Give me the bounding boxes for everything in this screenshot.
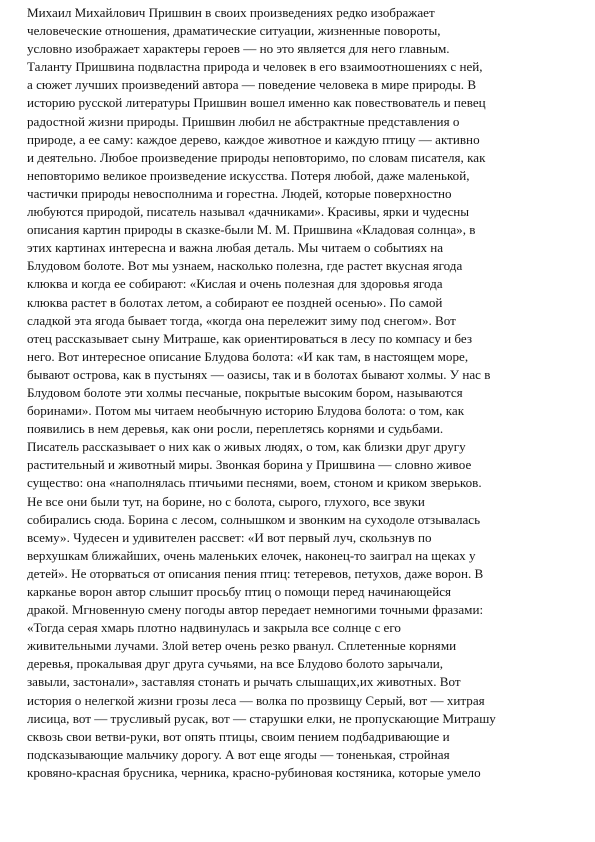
text-line: лисица, вот — трусливый русак, вот — старушки елки, не пропускающие Митрашу [27,710,496,726]
text-line: растительный и животный миры. Звонкая борина у Пришвина — словно живое [27,457,472,473]
text-line: деревья, прокалывая друг друга сучьями, на все Блудово болото зарычали, [27,656,444,672]
text-line: природе, а ее саму: каждое дерево, каждое животное и каждую птицу — активно [27,131,480,147]
text-line: историю русской литературы Пришвин вошел именно как повествователь и певец [27,95,486,111]
text-line: история о нелегкой жизни грозы леса — волка по прозвищу Серый, вот — хитрая [27,692,485,708]
text-line: неповторимо великое произведение искусства. Потеря любой, даже маленькой, [27,167,470,183]
body-text [27,4,575,782]
text-line: боринами». Потом мы читаем необычную историю Блудова болота: о том, как [27,403,465,419]
text-line: клюква и когда ее собирают: «Кислая и очень полезная для здоровья ягода [27,276,443,292]
text-line: отец рассказывает сыну Митраше, как ориентироваться в лесу по компасу и без [27,330,473,346]
text-line: клюква растет в болотах летом, а собирают ее поздней осенью». По самой [27,294,443,310]
text-line: него. Вот интересное описание Блудова болота: «И как там, в настоящем море, [27,348,469,364]
text-line: верхушкам ближайших, очень маленьких елочек, наконец-то заиграл на щеках у [27,547,476,563]
text-line: живительными лучами. Злой ветер очень резко рванул. Сплетенные корнями [27,638,457,654]
text-line: а сюжет лучших произведений автора — поведение человека в мире природы. В [27,77,477,93]
text-line: появились в нем деревья, как они росли, переплетясь корнями и судьбами. [27,421,444,437]
text-line: Блудовом болоте эти холмы песчаные, покрытые высоким бором, называются [27,384,463,400]
text-line: детей». Не оторваться от описания пения птиц: тетеревов, петухов, даже ворон. В [27,565,484,581]
text-line: описания картин природы в сказке-были М. М. Пришвина «Кладовая солнца», в [27,222,476,238]
text-line: существо: она «наполнялась птичьими песнями, воем, стоном и криком зверьков. [27,475,482,491]
text-line: Таланту Пришвина подвластна природа и человек в его взаимоотношениях с ней, [27,59,483,75]
text-line: Не все они были тут, на борине, но с болота, сырого, глухого, все звуки [27,493,425,509]
text-line: бывают острова, как в пустынях — оазисы, так и в болотах бывают холмы. У нас в [27,366,491,382]
text-line: Блудовом болоте. Вот мы узнаем, насколько полезна, где растет вкусная ягода [27,258,463,274]
text-line: человеческие отношения, драматические ситуации, жизненные повороты, [27,23,441,39]
text-line: частички природы невосполнима и горестна. Людей, которые поверхностно [27,185,452,201]
text-line: сквозь свои ветви-руки, вот опять птицы, своим пением подбадривающие и [27,728,450,744]
text-line: карканье ворон автор слышит просьбу птиц о помощи перед начинающейся [27,584,452,599]
text-line: собирались сюда. Борина с лесом, солнышком и звонким на суходоле отзывалась [27,511,481,527]
text-line: условно изображает характеры героев — но это является для него главным. [27,41,450,57]
text-line: Михаил Михайлович Пришвин в своих произведениях редко изображает [27,5,435,20]
text-line: кровяно-красная брусника, черника, красно-рубиновая костяника, которые умело [27,764,481,780]
text-line: сладкой эта ягода бывает тогда, «когда она перележит зиму под снегом». Вот [27,312,456,328]
text-line: дракой. Мгновенную смену погоды автор передает немногими точными фразами: [27,602,484,618]
text-line: всему». Чудесен и удивителен рассвет: «И вот первый луч, скользнув по [27,529,432,545]
text-line: подсказывающие мальчику дорогу. А вот еще ягоды — тоненькая, стройная [27,746,450,762]
text-line: и деятельно. Любое произведение природы неповторимо, по словам писателя, как [27,149,486,165]
text-line: завыли, застонали», заставляя стонать и рычать слышащих,их животных. Вот [27,674,461,690]
text-line: этих картинах интересна и важна любая деталь. Мы читаем о событиях на [27,240,444,256]
text-line: «Тогда серая хмарь плотно надвинулась и закрыла все солнце с его [27,620,401,636]
text-line: радостной жизни природы. Пришвин любил не абстрактные представления о [27,113,460,129]
text-line: Писатель рассказывает о них как о живых людях, о том, как близки друг другу [27,439,466,455]
text-line: любуются природой, писатель называл «дачниками». Красивы, ярки и чудесны [27,204,470,220]
